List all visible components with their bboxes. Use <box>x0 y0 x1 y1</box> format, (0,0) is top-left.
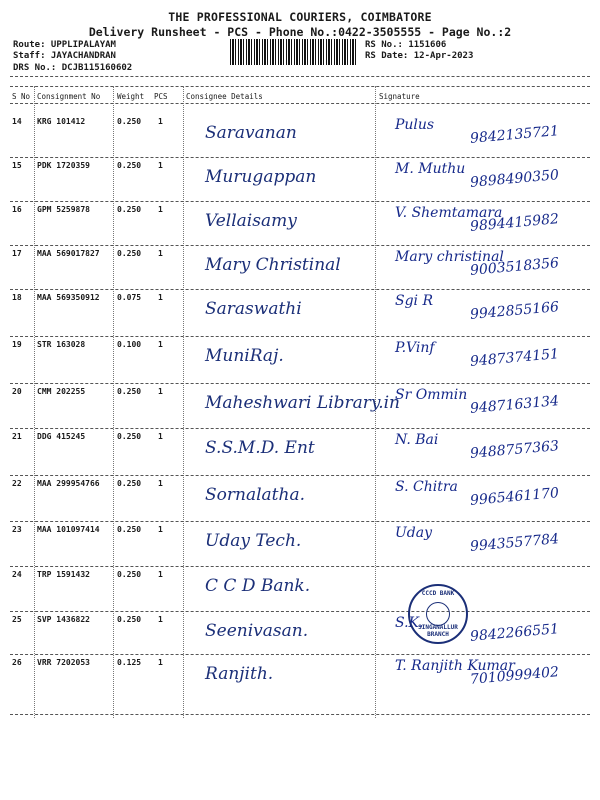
pcs-count: 1 <box>158 205 163 214</box>
signature: P.Vinf <box>395 340 435 356</box>
col-pcs: PCS <box>154 92 168 101</box>
pcs-count: 1 <box>158 570 163 579</box>
consignment-number: VRR 7202053 <box>37 658 90 667</box>
weight-value: 0.250 <box>117 249 142 258</box>
consignment-number: KRG 101412 <box>37 117 86 126</box>
rs-date: RS Date: 12-Apr-2023 <box>365 51 474 61</box>
row-divider <box>10 245 590 246</box>
pcs-count: 1 <box>158 658 163 667</box>
consignee-name: C C D Bank. <box>205 576 311 596</box>
consignment-number: GPM 5259878 <box>37 205 90 214</box>
serial-number: 14 <box>12 117 22 126</box>
stamp-top-text: CCCD BANK <box>421 590 455 597</box>
weight-value: 0.075 <box>117 293 142 302</box>
column-divider <box>34 86 35 718</box>
phone-number: 9003518356 <box>469 255 560 279</box>
row-divider <box>10 654 590 655</box>
serial-number: 15 <box>12 161 22 170</box>
consignee-name: Maheshwari Library.in <box>205 393 401 413</box>
row-divider <box>10 428 590 429</box>
consignment-number: MAA 299954766 <box>37 479 100 488</box>
serial-number: 18 <box>12 293 22 302</box>
consignment-number: DDG 415245 <box>37 432 86 441</box>
weight-value: 0.250 <box>117 525 142 534</box>
row-divider <box>10 611 590 612</box>
divider <box>10 76 590 77</box>
consignment-number: TRP 1591432 <box>37 570 90 579</box>
consignment-number: MAA 101097414 <box>37 525 100 534</box>
weight-value: 0.250 <box>117 479 142 488</box>
serial-number: 20 <box>12 387 22 396</box>
pcs-count: 1 <box>158 293 163 302</box>
pcs-count: 1 <box>158 161 163 170</box>
serial-number: 16 <box>12 205 22 214</box>
consignment-number: MAA 569350912 <box>37 293 100 302</box>
drs-number: DRS No.: DCJB115160602 <box>13 63 133 73</box>
staff-label: Staff: JAYACHANDRAN <box>13 51 116 61</box>
consignee-name: MuniRaj. <box>205 346 284 366</box>
row-divider <box>10 475 590 476</box>
bank-stamp <box>408 584 468 644</box>
weight-value: 0.250 <box>117 570 142 579</box>
barcode <box>230 39 358 65</box>
phone-number: 9842266551 <box>469 621 560 645</box>
phone-number: 9487374151 <box>469 346 560 370</box>
stamp-inner-ring <box>426 602 450 626</box>
consignment-number: CMM 202255 <box>37 387 86 396</box>
phone-number: 9487163134 <box>469 393 560 417</box>
pcs-count: 1 <box>158 615 163 624</box>
serial-number: 19 <box>12 340 22 349</box>
consignee-name: Saraswathi <box>205 299 302 319</box>
phone-number: 9894415982 <box>469 211 560 235</box>
pcs-count: 1 <box>158 340 163 349</box>
serial-number: 25 <box>12 615 22 624</box>
consignment-number: PDK 1720359 <box>37 161 90 170</box>
serial-number: 17 <box>12 249 22 258</box>
phone-number: 7010999402 <box>469 664 560 688</box>
row-divider <box>10 336 590 337</box>
signature: Uday <box>395 525 433 541</box>
consignment-number: SVP 1436822 <box>37 615 90 624</box>
weight-value: 0.125 <box>117 658 142 667</box>
pcs-count: 1 <box>158 117 163 126</box>
consignee-name: S.S.M.D. Ent <box>205 438 315 458</box>
document-subtitle: Delivery Runsheet - PCS - Phone No.:0422-3505555 - Page No.:2 <box>88 25 512 39</box>
signature: Mary christinal <box>395 249 504 265</box>
phone-number: 9842135721 <box>469 123 560 147</box>
consignee-name: Sornalatha. <box>205 485 305 505</box>
column-divider <box>113 86 114 718</box>
serial-number: 21 <box>12 432 22 441</box>
serial-number: 26 <box>12 658 22 667</box>
row-divider <box>10 714 590 715</box>
signature: S.K. <box>395 615 424 631</box>
weight-value: 0.250 <box>117 161 142 170</box>
signature: V. Shemtamara <box>395 205 503 221</box>
phone-number: 9942855166 <box>469 299 560 323</box>
consignee-name: Uday Tech. <box>205 531 302 551</box>
row-divider <box>10 201 590 202</box>
phone-number: 9965461170 <box>469 485 560 509</box>
phone-number: 9943557784 <box>469 531 560 555</box>
stamp-bottom-text: SINGANALLUR BRANCH <box>418 624 458 638</box>
weight-value: 0.250 <box>117 117 142 126</box>
signature: Sgi R <box>395 293 434 309</box>
rs-number: RS No.: 1151606 <box>365 40 447 50</box>
divider <box>10 103 590 104</box>
consignee-name: Seenivasan. <box>205 621 309 641</box>
row-divider <box>10 383 590 384</box>
pcs-count: 1 <box>158 525 163 534</box>
row-divider <box>10 566 590 567</box>
pcs-count: 1 <box>158 249 163 258</box>
phone-number: 9898490350 <box>469 167 560 191</box>
col-consignee: Consignee Details <box>186 92 263 101</box>
pcs-count: 1 <box>158 479 163 488</box>
weight-value: 0.250 <box>117 432 142 441</box>
consignee-name: Vellaisamy <box>205 211 297 231</box>
consignee-name: Mary Christinal <box>205 255 341 275</box>
row-divider <box>10 157 590 158</box>
weight-value: 0.100 <box>117 340 142 349</box>
consignment-number: STR 163028 <box>37 340 86 349</box>
pcs-count: 1 <box>158 432 163 441</box>
row-divider <box>10 521 590 522</box>
signature: Sr Ommin <box>395 387 468 403</box>
signature: Pulus <box>395 117 435 133</box>
weight-value: 0.250 <box>117 615 142 624</box>
consignment-number: MAA 569017827 <box>37 249 100 258</box>
route-label: Route: UPPLIPALAYAM <box>13 40 116 50</box>
document-title: THE PROFESSIONAL COURIERS, COIMBATORE <box>168 10 432 24</box>
serial-number: 22 <box>12 479 22 488</box>
weight-value: 0.250 <box>117 205 142 214</box>
signature: S. Chitra <box>395 479 458 495</box>
signature: N. Bai <box>395 432 439 448</box>
divider <box>10 86 590 87</box>
row-divider <box>10 289 590 290</box>
col-consignment: Consignment No <box>37 92 101 101</box>
consignee-name: Saravanan <box>205 123 297 143</box>
col-sno: S No <box>12 92 31 101</box>
phone-number: 9488757363 <box>469 438 560 462</box>
weight-value: 0.250 <box>117 387 142 396</box>
pcs-count: 1 <box>158 387 163 396</box>
col-signature: Signature <box>379 92 420 101</box>
consignee-name: Ranjith. <box>205 664 274 684</box>
column-divider <box>183 86 184 718</box>
signature: M. Muthu <box>395 161 466 177</box>
consignee-name: Murugappan <box>205 167 317 187</box>
col-weight: Weight <box>117 92 145 101</box>
serial-number: 23 <box>12 525 22 534</box>
serial-number: 24 <box>12 570 22 579</box>
signature: T. Ranjith Kumar <box>395 658 515 674</box>
